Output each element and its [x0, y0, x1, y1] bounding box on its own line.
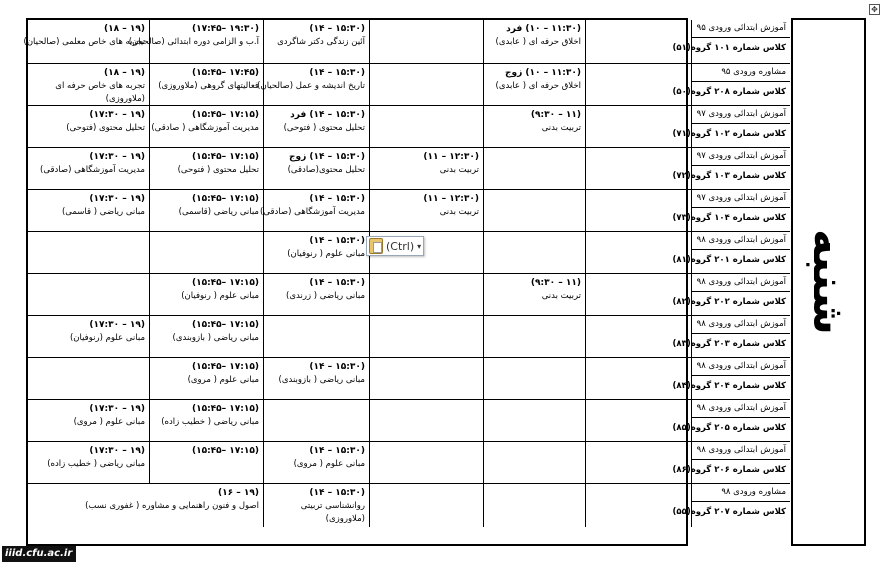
- course-name: تربیت بدنی: [541, 291, 581, 301]
- class-time: (۱۷:۱۵ –۱۵:۴۵): [191, 278, 259, 288]
- schedule-cell[interactable]: [150, 400, 264, 442]
- class-group-cell: [672, 20, 790, 64]
- schedule-cell[interactable]: [260, 190, 370, 232]
- schedule-cell[interactable]: [586, 316, 692, 358]
- class-group-cell: [672, 64, 790, 106]
- course-name: مبانی ریاضی ( قاسمی): [61, 207, 145, 217]
- schedule-cell[interactable]: [264, 106, 370, 148]
- course-name: اصول و فنون راهنمایی و مشاوره ( غفوری نسب): [85, 501, 259, 511]
- schedule-cell[interactable]: [586, 442, 692, 484]
- class-time: (۱۷:۴۵ –۱۵:۴۵): [191, 68, 259, 78]
- class-time: (۱۵:۳۰ – ۱۴) فرد: [290, 110, 365, 120]
- class-time: (۱۹ – ۱۷:۳۰): [89, 404, 145, 414]
- schedule-cell[interactable]: [586, 148, 692, 190]
- group-program: آموزش ابتدائی ورودی ۹۸: [692, 402, 790, 418]
- schedule-cell[interactable]: [150, 64, 264, 106]
- schedule-cell[interactable]: [484, 274, 586, 316]
- class-time: (۱۵:۳۰ – ۱۴): [309, 446, 365, 456]
- group-program: آموزش ابتدائی ورودی ۹۸: [692, 360, 790, 376]
- schedule-cell[interactable]: [484, 442, 586, 484]
- class-time: (۱۹ – ۱۷:۳۰): [89, 320, 145, 330]
- class-time: (۱۱:۳۰ – ۱۰) فرد: [506, 24, 581, 34]
- class-time: (۱۵:۳۰ – ۱۴): [309, 236, 365, 246]
- schedule-cell[interactable]: [484, 148, 586, 190]
- schedule-cell[interactable]: [150, 232, 264, 274]
- schedule-cell[interactable]: [586, 358, 692, 400]
- schedule-cell[interactable]: [150, 442, 264, 484]
- class-time: (۱۷:۱۵ –۱۵:۴۵): [191, 320, 259, 330]
- clipboard-icon: [369, 238, 383, 254]
- class-time: (۱۹ – ۱۷:۳۰): [89, 194, 145, 204]
- course-name: مبانی علوم ( مروی): [73, 417, 145, 427]
- schedule-cell[interactable]: [150, 190, 264, 232]
- schedule-cell[interactable]: [264, 358, 370, 400]
- course-name: مدیریت آموزشگاهی (صادقی): [260, 207, 365, 217]
- class-time: (۱۵:۳۰ – ۱۴): [309, 24, 365, 34]
- chevron-down-icon: ▾: [417, 241, 422, 251]
- schedule-cell[interactable]: [484, 316, 586, 358]
- schedule-cell[interactable]: [150, 148, 264, 190]
- class-group-cell: [672, 316, 790, 358]
- group-room: کلاس شماره ۱۰۳ گروه(۷۲): [672, 171, 786, 181]
- schedule-cell[interactable]: [28, 400, 150, 442]
- course-name: مبانی علوم (رنوفیان): [69, 333, 145, 343]
- class-group-cell: [672, 148, 790, 190]
- course-name: مدیریت آموزشگاهی (صادقی): [40, 165, 145, 175]
- class-time: (۱۲:۳۰ – ۱۱): [423, 152, 479, 162]
- course-name: مبانی علوم ( رنوفیان): [287, 249, 365, 259]
- day-label-column: [791, 18, 866, 546]
- schedule-cell[interactable]: [484, 400, 586, 442]
- class-group-cell: [672, 358, 790, 400]
- schedule-cell[interactable]: [264, 400, 370, 442]
- class-time: (۱۹ – ۱۶): [217, 488, 259, 498]
- class-time: (۱۵:۳۰ – ۱۴): [309, 194, 365, 204]
- group-program: مشاوره ورودی ۹۸: [692, 486, 790, 502]
- schedule-cell[interactable]: [28, 484, 264, 527]
- class-time: (۱۹ – ۱۸): [103, 68, 145, 78]
- schedule-cell[interactable]: [484, 484, 586, 527]
- schedule-cell[interactable]: [264, 442, 370, 484]
- schedule-cell[interactable]: [28, 358, 150, 400]
- course-name: آئین زندگی دکتر شاگردی: [277, 37, 365, 47]
- class-time: (۱۱ – ۹:۳۰): [530, 110, 581, 120]
- group-room: کلاس شماره ۲۰۶ گروه(۸۶): [672, 465, 786, 475]
- course-name: تاریخ اندیشه و عمل (صالحیان): [257, 81, 365, 91]
- course-name: تحلیل محتوی(صادقی): [287, 165, 365, 175]
- class-time: (۱۷:۱۵ –۱۵:۴۵): [191, 152, 259, 162]
- schedule-cell[interactable]: [370, 400, 484, 442]
- class-time: (۱۱ – ۹:۳۰): [530, 278, 581, 288]
- schedule-cell[interactable]: [150, 274, 264, 316]
- group-room: کلاس شماره ۲۰۴ گروه(۸۴): [672, 381, 786, 391]
- schedule-cell[interactable]: [370, 20, 484, 64]
- schedule-cell[interactable]: [586, 274, 692, 316]
- course-name: تحلیل محتوی (فتوحی): [66, 123, 145, 133]
- schedule-cell[interactable]: [264, 316, 370, 358]
- class-time: (۱۷:۱۵ –۱۵:۴۵): [191, 362, 259, 372]
- schedule-cell[interactable]: [264, 484, 370, 527]
- schedule-cell[interactable]: [586, 400, 692, 442]
- course-name: آ.ب و الزامی دوره ابتدائی (صالحیان): [128, 37, 259, 47]
- schedule-cell[interactable]: [150, 316, 264, 358]
- group-room: کلاس شماره ۱۰۱ گروه(۵۱): [672, 43, 786, 53]
- course-name: تربیت بدنی: [439, 165, 479, 175]
- schedule-cell[interactable]: [370, 190, 484, 232]
- group-program: آموزش ابتدائی ورودی ۹۷: [692, 150, 790, 166]
- course-name: تحلیل محتوی ( فتوحی): [177, 165, 259, 175]
- class-group-cell: [672, 190, 790, 232]
- course-name: تربیت بدنی: [541, 123, 581, 133]
- course-name: تربیت بدنی: [439, 207, 479, 217]
- class-time: (۱۵:۳۰ – ۱۴): [309, 68, 365, 78]
- course-instructor: (ملاوروزی): [325, 514, 365, 524]
- group-room: کلاس شماره ۲۰۸ گروه(۵۰): [672, 87, 786, 97]
- class-group-cell: [672, 106, 790, 148]
- schedule-cell[interactable]: [586, 106, 692, 148]
- group-program: آموزش ابتدائی ورودی ۹۸: [692, 444, 790, 460]
- course-name: مبانی ریاضی ( زرندی): [286, 291, 365, 301]
- class-time: (۱۵:۳۰ – ۱۴): [309, 488, 365, 498]
- schedule-table: [23, 18, 786, 546]
- group-program: آموزش ابتدائی ورودی ۹۸: [692, 276, 790, 292]
- schedule-cell[interactable]: [370, 442, 484, 484]
- class-time: (۱۵:۳۰ – ۱۴): [309, 278, 365, 288]
- course-name: فعالیتهای گروهی (ملاوروزی): [158, 81, 259, 91]
- schedule-cell[interactable]: [484, 20, 586, 64]
- class-time: (۱۷:۱۵ –۱۵:۴۵): [191, 446, 259, 456]
- course-name: روانشناسی تربیتی: [300, 501, 365, 511]
- group-room: کلاس شماره ۲۰۲ گروه(۸۲): [672, 297, 786, 307]
- group-room: کلاس شماره ۱۰۲ گروه(۷۱): [672, 129, 786, 139]
- course-name: مدیریت آموزشگاهی ( صادقی): [151, 123, 259, 133]
- schedule-cell[interactable]: [370, 148, 484, 190]
- schedule-cell[interactable]: [28, 106, 150, 148]
- schedule-cell[interactable]: [586, 190, 692, 232]
- course-name: مبانی ریاضی (قاسمی): [178, 207, 259, 217]
- course-name: اخلاق حرفه ای ( عابدی): [495, 37, 581, 47]
- paste-options-button[interactable]: [366, 236, 424, 256]
- schedule-cell[interactable]: [28, 442, 150, 484]
- schedule-cell[interactable]: [370, 274, 484, 316]
- schedule-cell[interactable]: [28, 148, 150, 190]
- schedule-cell[interactable]: [28, 64, 150, 106]
- course-name: مبانی علوم ( مروی): [293, 459, 365, 469]
- course-name: مبانی ریاضی ( بازوبندی): [278, 375, 365, 385]
- class-time: (۱۹ – ۱۷:۳۰): [89, 110, 145, 120]
- class-time: (۱۹ – ۱۷:۳۰): [89, 446, 145, 456]
- schedule-cell[interactable]: [28, 316, 150, 358]
- course-name: تجربه های خاص معلمی (صالحیان): [23, 37, 145, 47]
- course-name: تجربه های خاص حرفه ای: [55, 81, 145, 91]
- site-watermark: iiid.cfu.ac.ir: [2, 546, 76, 562]
- paste-options-label: (Ctrl): [386, 239, 415, 253]
- course-name: اخلاق حرفه ای ( عابدی): [495, 81, 581, 91]
- schedule-cell[interactable]: [586, 232, 692, 274]
- class-time: (۱۷:۱۵ –۱۵:۴۵): [191, 110, 259, 120]
- schedule-cell[interactable]: [370, 316, 484, 358]
- class-group-cell: [672, 274, 790, 316]
- group-room: کلاس شماره ۲۰۳ گروه(۸۳): [672, 339, 786, 349]
- group-program: آموزش ابتدائی ورودی ۹۷: [692, 108, 790, 124]
- class-time: (۱۷:۱۵ –۱۵:۴۵): [191, 404, 259, 414]
- schedule-cell[interactable]: [150, 106, 264, 148]
- group-program: آموزش ابتدائی ورودی ۹۸: [692, 318, 790, 334]
- class-time: (۱۹:۳۰ –۱۷:۴۵): [191, 24, 259, 34]
- class-time: (۱۵:۳۰ – ۱۴) زوج: [289, 152, 365, 162]
- schedule-cell[interactable]: [484, 232, 586, 274]
- group-room: کلاس شماره ۲۰۱ گروه(۸۱): [672, 255, 786, 265]
- course-name: تحلیل محتوی ( فتوحی): [283, 123, 365, 133]
- course-name: مبانی ریاضی ( بازوبندی): [172, 333, 259, 343]
- class-time: (۱۱:۳۰ – ۱۰) زوج: [505, 68, 581, 78]
- course-name: مبانی علوم ( رنوفیان): [181, 291, 259, 301]
- course-name: مبانی ریاضی ( خطیب زاده): [47, 459, 145, 469]
- schedule-cell[interactable]: [264, 20, 370, 64]
- schedule-cell[interactable]: [484, 358, 586, 400]
- schedule-cell[interactable]: [484, 106, 586, 148]
- schedule-cell[interactable]: [370, 358, 484, 400]
- class-time: (۱۹ – ۱۷:۳۰): [89, 152, 145, 162]
- group-room: کلاس شماره ۲۰۵ گروه(۸۵): [672, 423, 786, 433]
- group-room: کلاس شماره ۱۰۴ گروه(۷۳): [672, 213, 786, 223]
- group-program: آموزش ابتدائی ورودی ۹۷: [692, 192, 790, 208]
- schedule-cell[interactable]: [150, 358, 264, 400]
- class-group-cell: [672, 442, 790, 484]
- class-time: (۱۵:۳۰ – ۱۴): [309, 362, 365, 372]
- schedule-cell[interactable]: [28, 190, 150, 232]
- schedule-cell[interactable]: [484, 64, 586, 106]
- schedule-cell[interactable]: [484, 190, 586, 232]
- group-program: آموزش ابتدائی ورودی ۹۵: [692, 22, 790, 38]
- course-name: مبانی علوم ( مروی): [187, 375, 259, 385]
- schedule-cell[interactable]: [257, 64, 370, 106]
- group-program: مشاوره ورودی ۹۵: [692, 66, 790, 82]
- course-instructor: (ملاوروزی): [105, 94, 145, 104]
- schedule-cell[interactable]: [128, 20, 264, 64]
- class-group-cell: [672, 232, 790, 274]
- schedule-cell[interactable]: [370, 484, 484, 527]
- group-room: کلاس شماره ۲۰۷ گروه(۵۵): [672, 507, 786, 517]
- schedule-cell[interactable]: [264, 232, 370, 274]
- schedule-cell[interactable]: [586, 64, 692, 106]
- schedule-cell[interactable]: [264, 148, 370, 190]
- class-time: (۱۷:۱۵ –۱۵:۴۵): [191, 194, 259, 204]
- schedule-cell[interactable]: [264, 274, 370, 316]
- table-move-handle-icon[interactable]: ✥: [869, 4, 880, 15]
- class-time: (۱۲:۳۰ – ۱۱): [423, 194, 479, 204]
- schedule-cell[interactable]: [28, 274, 150, 316]
- schedule-cell[interactable]: [370, 64, 484, 106]
- course-name: مبانی ریاضی ( خطیب زاده): [161, 417, 259, 427]
- group-program: آموزش ابتدائی ورودی ۹۸: [692, 234, 790, 250]
- schedule-cell[interactable]: [28, 232, 150, 274]
- class-group-cell: [672, 400, 790, 442]
- schedule-cell[interactable]: [370, 106, 484, 148]
- class-time: (۱۹ – ۱۸): [103, 24, 145, 34]
- day-label: شنبه: [803, 229, 854, 335]
- class-group-cell: [672, 484, 790, 527]
